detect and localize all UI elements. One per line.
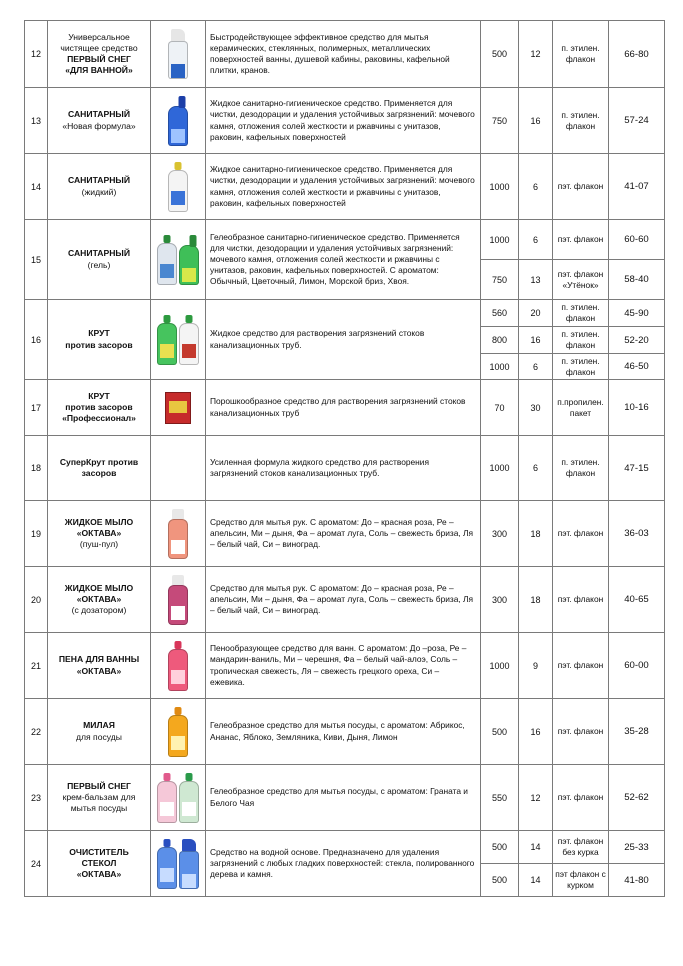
product-name xyxy=(48,380,151,436)
product-image xyxy=(151,831,206,897)
product-subtitle: крем-бальзам для xyxy=(62,791,136,802)
pack-type-cell: пэт флакон с курком xyxy=(553,864,609,897)
pack-type-cell: пэт. флакон xyxy=(553,765,609,831)
quantity-cell: 6 xyxy=(519,220,553,260)
volume-cell: 750 xyxy=(481,260,519,300)
row-number: 21 xyxy=(25,633,48,699)
quantity-cell: 18 xyxy=(519,501,553,567)
quantity-cell: 16 xyxy=(519,699,553,765)
price-cell: 60-00 xyxy=(609,633,665,699)
product-name xyxy=(48,21,151,88)
row-number: 22 xyxy=(25,699,48,765)
price-cell: 47-15 xyxy=(609,436,665,501)
quantity-cell: 16 xyxy=(519,88,553,154)
table-row xyxy=(25,633,665,699)
product-subtitle: (гель) xyxy=(87,259,111,270)
product-title: САНИТАРНЫЙ xyxy=(67,248,131,259)
quantity-cell: 12 xyxy=(519,765,553,831)
product-image xyxy=(151,380,206,436)
product-title: против засоров xyxy=(65,339,133,350)
volume-cell: 500 xyxy=(481,21,519,88)
quantity-cell: 20 xyxy=(519,300,553,327)
product-bottle-icon xyxy=(179,235,199,285)
product-name xyxy=(48,567,151,633)
product-bottle-icon xyxy=(179,839,199,889)
table-row xyxy=(25,567,665,633)
product-subtitle: (с дозатором) xyxy=(71,605,127,616)
product-image xyxy=(151,567,206,633)
product-bottle-icon xyxy=(168,96,188,146)
table-row xyxy=(25,501,665,567)
volume-cell: 500 xyxy=(481,864,519,897)
price-cell: 60-60 xyxy=(609,220,665,260)
table-row xyxy=(25,765,665,831)
product-title: против засоров xyxy=(65,401,133,412)
product-bottle-icon xyxy=(168,509,188,559)
product-subtitle: (пуш-пул) xyxy=(79,539,119,550)
price-cell: 46-50 xyxy=(609,354,665,380)
product-bottle-icon xyxy=(168,162,188,212)
quantity-cell: 13 xyxy=(519,260,553,300)
pack-type-cell: пэт. флакон xyxy=(553,633,609,699)
product-name xyxy=(48,300,151,380)
product-title: «ДЛЯ ВАННОЙ» xyxy=(65,65,133,76)
product-description: Гелеобразное средство для мытья посуды, с ароматом: Абрикос, Ананас, Яблоко, Земляника, Киви, Дыня, Лимон xyxy=(206,699,481,765)
product-description: Гелеобразное санитарно-гигиеническое средство. Применяется для чистки, дезодорации и удаления устойчивых загрязнений: мочевого камня, отложения солей жесткости и ржавчины с унитазов, раковин, кафельных поверхностей. С ароматом: Обычный, Цветочный, Лимон, Морской бриз, Хвоя. xyxy=(206,220,481,300)
pack-type-cell: п. этилен. флакон xyxy=(553,21,609,88)
price-cell: 52-20 xyxy=(609,327,665,354)
volume-cell: 300 xyxy=(481,501,519,567)
product-title: ЖИДКОЕ МЫЛО xyxy=(64,516,134,527)
product-bottle-icon xyxy=(179,773,199,823)
product-title: МИЛАЯ xyxy=(83,720,115,731)
product-title: «ОКТАВА» xyxy=(76,869,122,880)
volume-cell: 1000 xyxy=(481,354,519,380)
product-image xyxy=(151,21,206,88)
price-cell: 57-24 xyxy=(609,88,665,154)
row-number: 14 xyxy=(25,154,48,220)
product-title: «ОКТАВА» xyxy=(76,527,122,538)
product-bottle-icon xyxy=(157,839,177,889)
product-packet-icon xyxy=(165,392,191,424)
product-title: «ОКТАВА» xyxy=(76,665,122,676)
table-row xyxy=(25,831,665,864)
volume-cell: 1000 xyxy=(481,154,519,220)
row-number: 13 xyxy=(25,88,48,154)
product-subtitle: «Новая формула» xyxy=(62,120,136,131)
pack-type-cell: пэт. флакон «Утёнок» xyxy=(553,260,609,300)
pack-type-cell: п. этилен. флакон xyxy=(553,88,609,154)
product-name xyxy=(48,154,151,220)
price-cell: 58-40 xyxy=(609,260,665,300)
product-bottle-icon xyxy=(168,29,188,79)
product-title: ПЕРВЫЙ СНЕГ xyxy=(67,54,131,64)
table-row xyxy=(25,380,665,436)
product-title: КРУТ xyxy=(88,328,110,339)
row-number: 20 xyxy=(25,567,48,633)
product-name xyxy=(48,633,151,699)
pack-type-cell: пэт. флакон без курка xyxy=(553,831,609,864)
product-description: Быстродействующее эффективное средство для мытья керамических, стеклянных, полимерных, металлических поверхностей ванны, душевой кабины, раковины, кафельной плитки, кранов. xyxy=(206,21,481,88)
price-table xyxy=(24,20,665,897)
table-row xyxy=(25,436,665,501)
quantity-cell: 14 xyxy=(519,864,553,897)
row-number: 23 xyxy=(25,765,48,831)
pack-type-cell: пэт. флакон xyxy=(553,501,609,567)
price-cell: 40-65 xyxy=(609,567,665,633)
quantity-cell: 6 xyxy=(519,436,553,501)
row-number: 24 xyxy=(25,831,48,897)
pack-type-cell: пэт. флакон xyxy=(553,154,609,220)
volume-cell: 800 xyxy=(481,327,519,354)
product-description: Усиленная формула жидкого средство для растворения загрязнений стоков канализационных труб. xyxy=(206,436,481,501)
price-cell: 35-28 xyxy=(609,699,665,765)
pack-type-cell: пэт. флакон xyxy=(553,220,609,260)
product-image xyxy=(151,633,206,699)
pack-type-cell: пэт. флакон xyxy=(553,567,609,633)
product-bottle-icon xyxy=(157,315,177,365)
quantity-cell: 12 xyxy=(519,21,553,88)
product-title: ЖИДКОЕ МЫЛО xyxy=(64,582,134,593)
volume-cell: 500 xyxy=(481,699,519,765)
volume-cell: 1000 xyxy=(481,436,519,501)
product-image xyxy=(151,501,206,567)
quantity-cell: 9 xyxy=(519,633,553,699)
row-number: 16 xyxy=(25,300,48,380)
product-title: ПЕНА ДЛЯ ВАННЫ xyxy=(58,654,140,665)
price-cell: 66-80 xyxy=(609,21,665,88)
volume-cell: 560 xyxy=(481,300,519,327)
quantity-cell: 6 xyxy=(519,354,553,380)
product-description: Жидкое санитарно-гигиеническое средство. Применяется для чистки, дезодорации и удаления устойчивых загрязнений: мочевого камня, отложения солей жесткости и ржавчины с унитазов, раковин, кафельных поверхностей xyxy=(206,154,481,220)
product-name xyxy=(48,831,151,897)
row-number: 17 xyxy=(25,380,48,436)
product-subtitle: мытья посуды xyxy=(70,803,128,814)
product-name xyxy=(48,501,151,567)
product-image xyxy=(151,300,206,380)
row-number: 19 xyxy=(25,501,48,567)
row-number: 18 xyxy=(25,436,48,501)
row-number: 12 xyxy=(25,21,48,88)
product-description: Порошкообразное средство для растворения загрязнений стоков канализационных труб xyxy=(206,380,481,436)
volume-cell: 300 xyxy=(481,567,519,633)
product-title: засоров xyxy=(81,468,117,478)
product-name xyxy=(48,765,151,831)
quantity-cell: 14 xyxy=(519,831,553,864)
price-cell: 52-62 xyxy=(609,765,665,831)
product-title: ПЕРВЫЙ СНЕГ xyxy=(67,780,131,791)
quantity-cell: 30 xyxy=(519,380,553,436)
product-image xyxy=(151,220,206,300)
pack-type-cell: п.пропилен. пакет xyxy=(553,380,609,436)
product-name-line: чистящее средство xyxy=(60,42,138,53)
product-name xyxy=(48,88,151,154)
product-description: Жидкое средство для растворения загрязнений стоков канализационных труб. xyxy=(206,300,481,380)
product-title: ОЧИСТИТЕЛЬ xyxy=(69,846,129,857)
volume-cell: 70 xyxy=(481,380,519,436)
product-name-line: Универсальное xyxy=(68,31,130,42)
price-cell: 45-90 xyxy=(609,300,665,327)
product-bottle-icon xyxy=(168,575,188,625)
product-title: «ОКТАВА» xyxy=(76,593,122,604)
table-row xyxy=(25,699,665,765)
volume-cell: 1000 xyxy=(481,633,519,699)
price-cell: 36-03 xyxy=(609,501,665,567)
price-cell: 25-33 xyxy=(609,831,665,864)
product-image xyxy=(151,88,206,154)
price-cell: 10-16 xyxy=(609,380,665,436)
volume-cell: 550 xyxy=(481,765,519,831)
pack-type-cell: п. этилен. флакон xyxy=(553,354,609,380)
product-name xyxy=(48,699,151,765)
volume-cell: 750 xyxy=(481,88,519,154)
volume-cell: 500 xyxy=(481,831,519,864)
pack-type-cell: п. этилен. флакон xyxy=(553,436,609,501)
product-name xyxy=(48,436,151,501)
product-description: Средство для мытья рук. С ароматом: До – красная роза, Ре – апельсин, Ми – дыня, Фа – аромат луга, Соль – свежесть бриза, Ля – белый чай, Си – виноград. xyxy=(206,567,481,633)
pack-type-cell: пэт. флакон xyxy=(553,699,609,765)
product-bottle-icon xyxy=(157,235,177,285)
product-image xyxy=(151,154,206,220)
price-cell: 41-80 xyxy=(609,864,665,897)
table-row xyxy=(25,21,665,88)
product-description: Пенообразующее средство для ванн. С ароматом: До –роза, Ре – мандарин-ваниль, Ми – черешня, Фа – белый чай-алоэ, Соль – тропическая свежесть, Ля – свежесть грецкого ореха, Си – ежевика. xyxy=(206,633,481,699)
product-image xyxy=(151,765,206,831)
product-title: САНИТАРНЫЙ xyxy=(67,175,131,186)
product-bottle-icon xyxy=(168,641,188,691)
product-image xyxy=(151,699,206,765)
table-row xyxy=(25,154,665,220)
product-title: СТЕКОЛ xyxy=(81,857,117,868)
product-title: САНИТАРНЫЙ xyxy=(67,109,131,120)
product-subtitle: для посуды xyxy=(75,731,122,742)
quantity-cell: 6 xyxy=(519,154,553,220)
quantity-cell: 18 xyxy=(519,567,553,633)
product-subtitle: (жидкий) xyxy=(81,186,117,197)
product-bottle-icon xyxy=(179,315,199,365)
product-image xyxy=(151,436,206,501)
pack-type-cell: п. этилен. флакон xyxy=(553,300,609,327)
product-title: КРУТ xyxy=(88,390,110,401)
product-name xyxy=(48,220,151,300)
product-description: Средство на водной основе. Предназначено для удаления загрязнений с любых гладких поверхностей: стекла, полированного дерева и камня. xyxy=(206,831,481,897)
product-bottle-icon xyxy=(157,773,177,823)
product-description: Гелеобразное средство для мытья посуды, с ароматом: Граната и Белого Чая xyxy=(206,765,481,831)
table-row xyxy=(25,300,665,327)
product-title: «Профессионал» xyxy=(62,413,136,424)
volume-cell: 1000 xyxy=(481,220,519,260)
price-cell: 41-07 xyxy=(609,154,665,220)
product-description: Средство для мытья рук. С ароматом: До – красная роза, Ре – апельсин, Ми – дыня, Фа – аромат луга, Соль – свежесть бриза, Ля – белый чай, Си – виноград. xyxy=(206,501,481,567)
row-number: 15 xyxy=(25,220,48,300)
product-description: Жидкое санитарно-гигиеническое средство. Применяется для чистки, дезодорации и удаления устойчивых загрязнений: мочевого камня, отложения солей жесткости и ржавчины с унитазов, раковин, кафельных поверхностей xyxy=(206,88,481,154)
product-title: СуперКрут против xyxy=(59,456,139,467)
quantity-cell: 16 xyxy=(519,327,553,354)
table-row xyxy=(25,88,665,154)
table-row xyxy=(25,220,665,260)
pack-type-cell: п. этилен. флакон xyxy=(553,327,609,354)
product-bottle-icon xyxy=(168,707,188,757)
